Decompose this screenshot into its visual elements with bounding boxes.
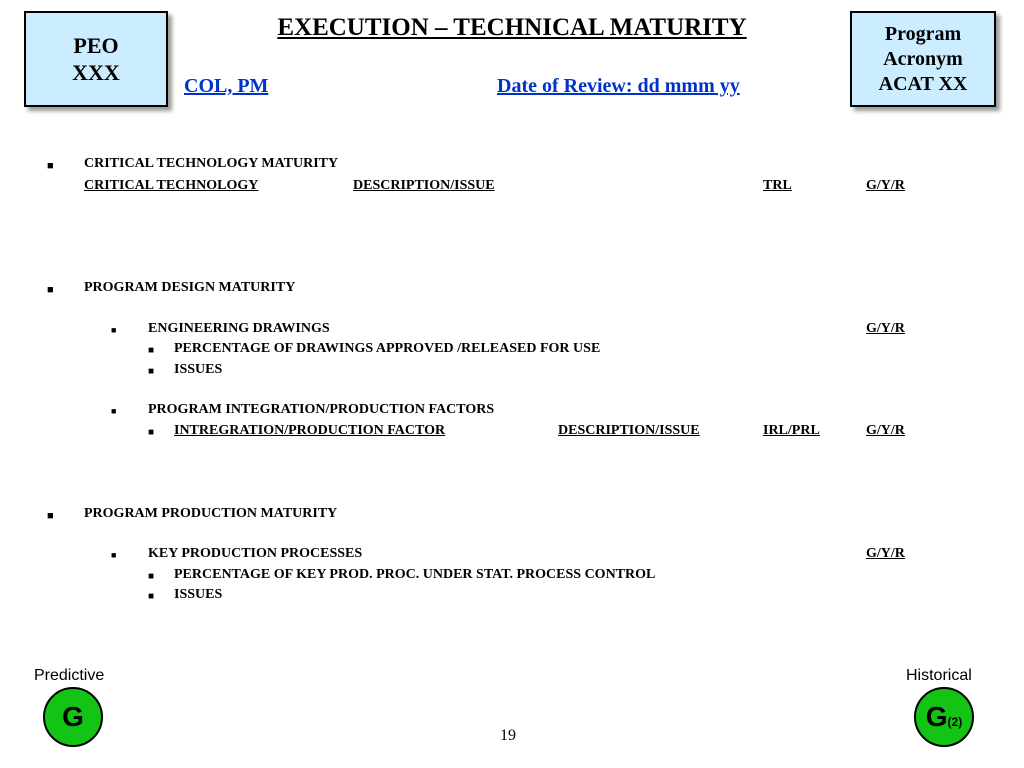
col-description-issue: DESCRIPTION/ISSUE — [353, 178, 495, 193]
bullet-icon: ■ — [148, 427, 155, 438]
page-number: 19 — [500, 727, 516, 744]
program-acronym: Acronym — [883, 47, 963, 70]
production-heading: PROGRAM PRODUCTION MATURITY — [84, 506, 338, 521]
bullet-icon: ■ — [111, 325, 117, 335]
bullet-icon: ■ — [148, 571, 155, 582]
program-box — [850, 11, 996, 107]
integration-factors: PROGRAM INTEGRATION/PRODUCTION FACTORS — [148, 402, 495, 417]
col-irl-prl: IRL/PRL — [763, 423, 820, 438]
drawings-percentage: PERCENTAGE OF DRAWINGS APPROVED /RELEASED FOR USE — [174, 341, 601, 356]
processes-rating: G/Y/R — [866, 546, 905, 561]
col-integration-description: DESCRIPTION/ISSUE — [558, 423, 700, 438]
predictive-label: Predictive — [34, 667, 105, 684]
col-critical-technology: CRITICAL TECHNOLOGY — [84, 178, 259, 193]
col-integration-rating: G/Y/R — [866, 423, 905, 438]
bullet-icon: ■ — [148, 366, 155, 377]
peo-label: PEO — [73, 33, 119, 58]
engineering-drawings: ENGINEERING DRAWINGS — [148, 321, 330, 336]
key-production-processes: KEY PRODUCTION PROCESSES — [148, 546, 363, 561]
production-issues: ISSUES — [174, 587, 223, 602]
bullet-icon: ■ — [148, 345, 155, 356]
predictive-rating: G — [62, 701, 84, 732]
review-date-label: Date of Review: dd mmm yy — [497, 75, 740, 97]
bullet-icon: ■ — [111, 550, 117, 560]
bullet-icon: ■ — [47, 510, 54, 522]
drawings-rating: G/Y/R — [866, 321, 905, 336]
design-heading: PROGRAM DESIGN MATURITY — [84, 280, 296, 295]
peo-code: XXX — [72, 60, 120, 85]
bullet-icon: ■ — [47, 284, 54, 296]
historical-rating-circle — [914, 687, 974, 747]
bullet-icon: ■ — [47, 160, 54, 172]
bullet-icon: ■ — [148, 591, 155, 602]
bullet-icon: ■ — [111, 406, 117, 416]
drawings-issues: ISSUES — [174, 362, 223, 377]
spc-percentage: PERCENTAGE OF KEY PROD. PROC. UNDER STAT. PROCESS CONTROL — [174, 567, 656, 582]
col-integration-factor: INTREGRATION/PRODUCTION FACTOR — [174, 423, 446, 438]
historical-rating-sub: (2) — [947, 715, 963, 729]
critical-tech-heading: CRITICAL TECHNOLOGY MATURITY — [84, 156, 339, 171]
col-rating: G/Y/R — [866, 178, 905, 193]
historical-label: Historical — [906, 667, 972, 684]
program-label: Program — [884, 22, 962, 45]
program-acat: ACAT XX — [878, 72, 968, 95]
col-pm-label: COL, PM — [184, 75, 269, 97]
historical-rating: G — [925, 701, 948, 732]
page-title: EXECUTION – TECHNICAL MATURITY — [277, 14, 747, 41]
col-trl: TRL — [763, 178, 792, 193]
predictive-rating-circle — [43, 687, 103, 747]
